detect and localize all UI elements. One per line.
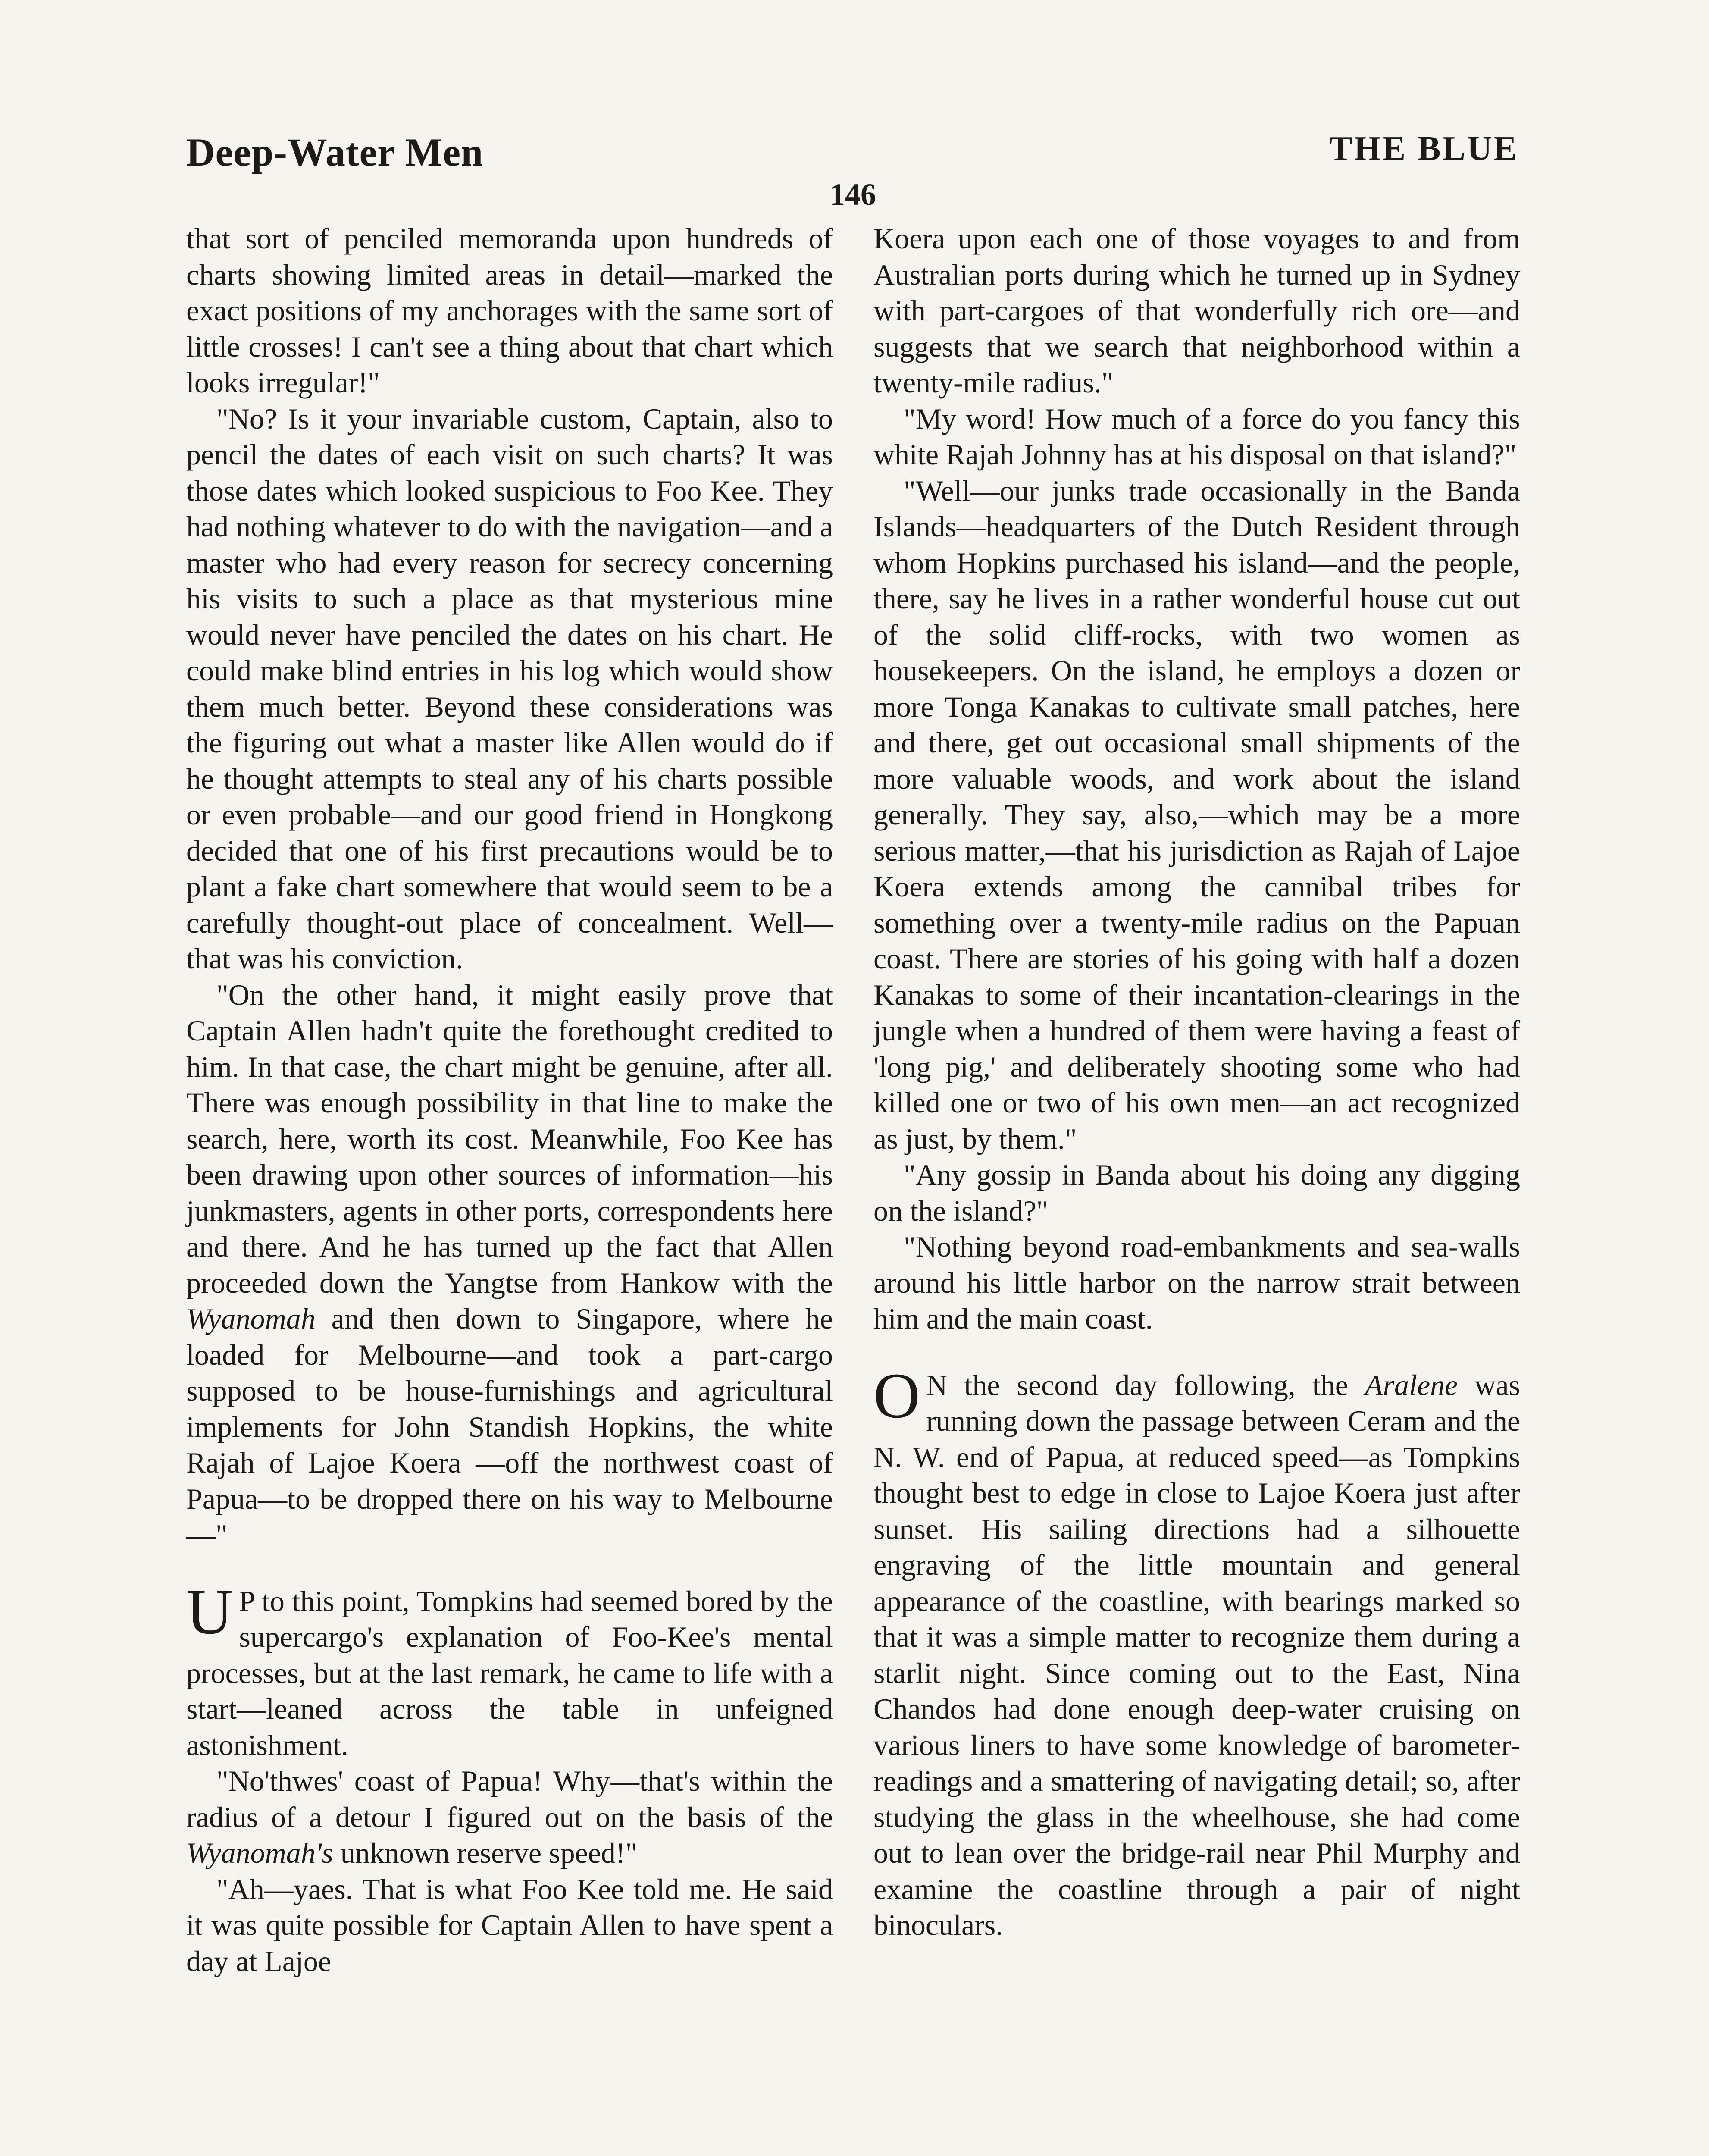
paragraph-text: unknown reserve speed!"	[333, 1836, 638, 1869]
paragraph-text: P to this point, Tompkins had seemed bored by the supercargo's explanation of Foo-Kee's mental processes, but at the last remark, he came to life with a start—leaned across the table in unfeigned astonishment.	[186, 1584, 833, 1761]
section-opening-paragraph	[873, 1360, 1520, 1943]
paragraph-text: "No'thwes' coast of Papua! Why—that's within the radius of a detour I figured out on the basis of the	[186, 1764, 833, 1833]
drop-cap: O	[873, 1360, 920, 1432]
running-header-title: Deep-Water Men	[186, 130, 484, 174]
ship-name: Aralene	[1365, 1368, 1458, 1401]
right-column	[873, 221, 1520, 1943]
paragraph: that sort of penciled memoranda upon hundreds of charts showing limited areas in detail—marked the exact positions of my anchorages with the same sort of little crosses! I can't see a thing about that chart which looks irregular!"	[186, 222, 833, 399]
paragraph: Koera upon each one of those voyages to and from Australian ports during which he turned up in Sydney with part-cargoes of that wonderfully rich ore—and suggests that we search that neighborhood within a twenty-mile radius."	[873, 222, 1520, 399]
ship-name: Wyanomah's	[186, 1836, 333, 1869]
section-opening-paragraph	[186, 1576, 833, 1764]
paragraph-text: "On the other hand, it might easily prove that Captain Allen hadn't quite the forethought credited to him. In that case, the chart might be genuine, after all. There was enough possibility in that line to make the search, here, worth its cost. Meanwhile, Foo Kee has been drawing upon other sources of information—his junkmasters, agents in other ports, correspondents here and there. And he has turned up the fact that Allen proceeded down the Yangtse from Hankow with the	[186, 978, 833, 1299]
paragraph: "Ah—yaes. That is what Foo Kee told me. He said it was quite possible for Captain Allen to have spent a day at Lajoe	[186, 1872, 833, 1977]
paragraph: "Well—our junks trade occasionally in the Banda Islands—headquarters of the Dutch Resident through whom Hopkins purchased his island—and the people, there, say he lives in a rather wonderful house cut out of the solid cliff-rocks, with two women as housekeepers. On the island, he employs a dozen or more Tonga Kanakas to cultivate small patches, here and there, get out occasional small shipments of the more valuable woods, and work about the island generally. They say, also,—which may be a more serious matter,—that his jurisdiction as Rajah of Lajoe Koera extends among the cannibal tribes for something over a twenty-mile radius on the Papuan coast. There are stories of his going with half a dozen Kanakas to some of their incantation-clearings in the jungle when a hundred of them were having a feast of 'long pig,' and deliberately shooting some who had killed one or two of his own men—an act recognized as just, by them."	[873, 474, 1520, 1155]
paragraph: "Any gossip in Banda about his doing any digging on the island?"	[873, 1158, 1520, 1227]
paragraph-text: was running down the passage between Ceram and the N. W. end of Papua, at reduced speed—as Tompkins thought best to edge in close to Lajoe Koera just after sunset. His sailing directions had a silhouette engraving of the little mountain and general appearance of the coastline, with bearings marked so that it was a simple matter to recognize them during a starlit night. Since coming out to the East, Nina Chandos had done enough deep-water cruising on various liners to have some knowledge of barometer-readings and a smattering of navigating detail; so, after studying the glass in the wheelhouse, she had come out to lean over the bridge-rail near Phil Murphy and examine the coastline through a pair of night binoculars.	[873, 1368, 1520, 1941]
ship-name: Wyanomah	[186, 1302, 316, 1335]
paragraph: "My word! How much of a force do you fancy this white Rajah Johnny has at his disposal on that island?"	[873, 402, 1520, 471]
paragraph: "Nothing beyond road-embankments and sea-walls around his little harbor on the narrow strait between him and the main coast.	[873, 1230, 1520, 1335]
left-column	[186, 221, 833, 1979]
running-header-magazine: THE BLUE	[1329, 130, 1518, 168]
page-number: 146	[829, 177, 876, 212]
paragraph: "No? Is it your invariable custom, Captain, also to pencil the dates of each visit on such charts? It was those dates which looked suspicious to Foo Kee. They had nothing whatever to do with the navigation—and a master who had every reason for secrecy concerning his visits to such a place as that mysterious mine would never have penciled the dates on his chart. He could make blind entries in his log which would show them much better. Beyond these considerations was the figuring out what a master like Allen would do if he thought attempts to steal any of his charts possible or even probable—and our good friend in Hongkong decided that one of his first precautions would be to plant a fake chart somewhere that would seem to be a carefully thought-out place of concealment. Well—that was his conviction.	[186, 402, 833, 975]
paragraph	[186, 1763, 833, 1871]
paragraph-text: and then down to Singapore, where he loaded for Melbourne—and took a part-cargo supposed to be house-furnishings and agricultural implements for John Standish Hopkins, the white Rajah of Lajoe Koera —off the northwest coast of Papua—to be dropped there on his way to Melbourne—"	[186, 1302, 833, 1551]
paragraph-text: N the second day following, the	[926, 1368, 1365, 1401]
drop-cap: U	[186, 1576, 233, 1648]
paragraph	[186, 977, 833, 1553]
